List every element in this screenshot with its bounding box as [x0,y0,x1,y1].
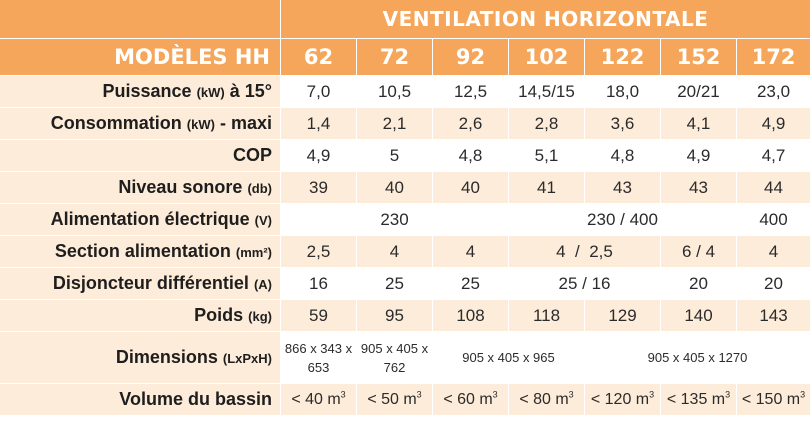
model-62: 62 [281,39,357,76]
cell-volume: < 135 $m^3$ [661,384,737,416]
cell-disjoncteur: 25 [433,268,509,300]
cell-section: 2,5 [281,236,357,268]
cell-sonore: 41 [509,172,585,204]
cell-cop: 4,8 [585,140,661,172]
models-row [0,39,811,76]
cell-sonore: 40 [357,172,433,204]
row-consommation [0,108,811,140]
row-disjoncteur [0,268,811,300]
cell-consommation: 4,9 [737,108,811,140]
cell-poids: 108 [433,300,509,332]
model-152: 152 [661,39,737,76]
cell-puissance: 18,0 [585,76,661,108]
row-dimensions [0,332,811,384]
cell-poids: 143 [737,300,811,332]
label-sonore: Niveau sonore (db) [0,172,281,204]
row-puissance [0,76,811,108]
model-122: 122 [585,39,661,76]
model-92: 92 [433,39,509,76]
cell-volume: < 120 $m^3$ [585,384,661,416]
row-alimentation [0,204,811,236]
cell-disjoncteur: 25 [357,268,433,300]
cell-dimensions: 905 x 405 x 762 [357,332,433,384]
cell-dimensions: 905 x 405 x 965 [433,332,585,384]
cell-poids: 140 [661,300,737,332]
cell-disjoncteur: 20 [661,268,737,300]
cell-disjoncteur: 16 [281,268,357,300]
cell-consommation: 4,1 [661,108,737,140]
cell-puissance: 12,5 [433,76,509,108]
cell-volume: < 80 $m^3$ [509,384,585,416]
cell-sonore: 43 [585,172,661,204]
cell-poids: 95 [357,300,433,332]
label-section: Section alimentation (mm²) [0,236,281,268]
models-label: MODÈLES HH [0,39,281,76]
label-disjoncteur: Disjoncteur différentiel (A) [0,268,281,300]
cell-poids: 118 [509,300,585,332]
cell-volume: < 50 $m^3$ [357,384,433,416]
cell-cop: 5 [357,140,433,172]
label-puissance: Puissance (kW) à 15° [0,76,281,108]
cell-alimentation: 400 [737,204,811,236]
cell-puissance: 14,5/15 [509,76,585,108]
row-section [0,236,811,268]
cell-consommation: 2,1 [357,108,433,140]
cell-puissance: 23,0 [737,76,811,108]
cell-section: 6 / 4 [661,236,737,268]
cell-sonore: 39 [281,172,357,204]
label-dimensions: Dimensions (LxPxH) [0,332,281,384]
cell-sonore: 40 [433,172,509,204]
cell-sonore: 43 [661,172,737,204]
cell-section: 4 / 2,5 [509,236,661,268]
cell-puissance: 10,5 [357,76,433,108]
cell-disjoncteur: 25 / 16 [509,268,661,300]
model-72: 72 [357,39,433,76]
cell-alimentation: 230 / 400 [509,204,737,236]
cell-section: 4 [357,236,433,268]
label-cop: COP [0,140,281,172]
cell-puissance: 20/21 [661,76,737,108]
cell-dimensions: 905 x 405 x 1270 [585,332,811,384]
cell-dimensions: 866 x 343 x 653 [281,332,357,384]
model-172: 172 [737,39,811,76]
cell-consommation: 2,6 [433,108,509,140]
cell-cop: 4,7 [737,140,811,172]
cell-cop: 4,9 [281,140,357,172]
cell-cop: 5,1 [509,140,585,172]
label-volume: Volume du bassin [0,384,281,416]
model-102: 102 [509,39,585,76]
cell-consommation: 3,6 [585,108,661,140]
row-poids [0,300,811,332]
label-consommation: Consommation (kW) - maxi [0,108,281,140]
cell-section: 4 [433,236,509,268]
cell-volume: < 40 $m^3$ [281,384,357,416]
row-cop [0,140,811,172]
cell-alimentation: 230 [281,204,509,236]
cell-consommation: 2,8 [509,108,585,140]
cell-poids: 129 [585,300,661,332]
title-row [0,0,811,39]
row-sonore [0,172,811,204]
label-alimentation: Alimentation électrique (V) [0,204,281,236]
label-poids: Poids (kg) [0,300,281,332]
cell-cop: 4,9 [661,140,737,172]
cell-consommation: 1,4 [281,108,357,140]
cell-disjoncteur: 20 [737,268,811,300]
cell-sonore: 44 [737,172,811,204]
table-title: VENTILATION HORIZONTALE [281,0,811,39]
cell-puissance: 7,0 [281,76,357,108]
header-corner [0,0,281,39]
cell-volume: < 150 $m^3$ [737,384,811,416]
cell-section: 4 [737,236,811,268]
cell-poids: 59 [281,300,357,332]
cell-volume: < 60 $m^3$ [433,384,509,416]
row-volume [0,384,811,416]
cell-cop: 4,8 [433,140,509,172]
